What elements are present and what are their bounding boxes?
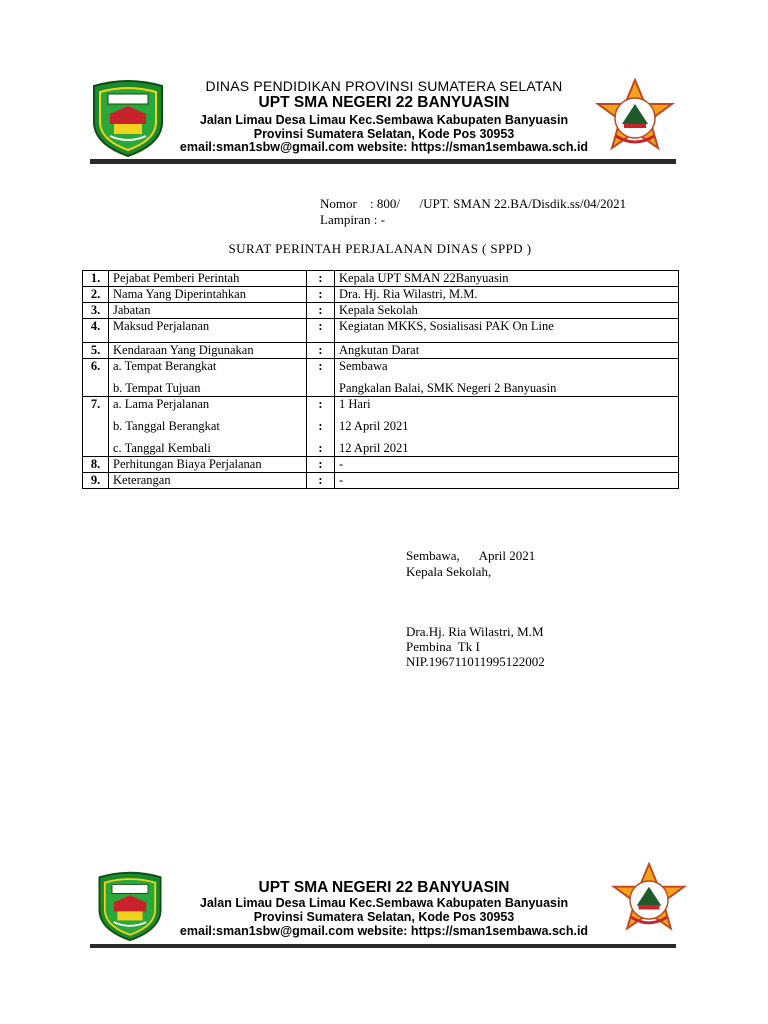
- row-label: Kendaraan Yang Digunakan: [109, 343, 307, 359]
- table-row: [83, 343, 679, 359]
- row-value: 1 Hari: [339, 397, 371, 411]
- table-row: [83, 287, 679, 303]
- school-province: Provinsi Sumatera Selatan, Kode Pos 30953: [253, 127, 515, 141]
- row-number: 7.: [83, 397, 109, 457]
- table-row: [83, 473, 679, 489]
- school-name: UPT SMA NEGERI 22 BANYUASIN: [258, 94, 510, 111]
- row-number: 2.: [83, 287, 109, 303]
- row-colon: :: [307, 457, 335, 473]
- row-colon: :: [307, 303, 335, 319]
- table-row: [83, 397, 679, 457]
- row-colon: :: [307, 287, 335, 303]
- row-colon: :: [307, 473, 335, 489]
- row-number: 1.: [83, 271, 109, 287]
- row-label: Keterangan: [109, 473, 307, 489]
- row-label: a. Lama Perjalanan: [113, 397, 210, 411]
- nomor-label: Nomor: [320, 196, 357, 211]
- row-value: Angkutan Darat: [335, 343, 679, 359]
- row-label: Nama Yang Diperintahkan: [109, 287, 307, 303]
- row-value: Pangkalan Balai, SMK Negeri 2 Banyuasin: [339, 381, 557, 395]
- row-colon: :: [307, 319, 335, 343]
- table-row: [83, 271, 679, 287]
- row-label: a. Tempat Berangkat: [113, 359, 217, 373]
- header-divider: [90, 159, 676, 164]
- row-number: 6.: [83, 359, 109, 397]
- school-contact: email:sman1sbw@gmail.com website: https://sman1sembawa.sch.id: [179, 140, 589, 154]
- row-number: 4.: [83, 319, 109, 343]
- school-address: Jalan Limau Desa Limau Kec.Sembawa Kabupaten Banyuasin: [199, 113, 569, 127]
- row-value: Kegiatan MKKS, Sosialisasi PAK On Line: [335, 319, 679, 343]
- footer-province: Provinsi Sumatera Selatan, Kode Pos 30953: [253, 910, 515, 924]
- school-emblem-icon: [610, 862, 688, 938]
- row-value: 12 April 2021: [339, 419, 409, 433]
- table-row: [83, 457, 679, 473]
- row-value: Dra. Hj. Ria Wilastri, M.M.: [335, 287, 679, 303]
- footer-school-name: UPT SMA NEGERI 22 BANYUASIN: [258, 879, 510, 896]
- nomor-line: [320, 196, 626, 212]
- signature-position: Kepala Sekolah,: [406, 564, 492, 579]
- row-number: 3.: [83, 303, 109, 319]
- row-label: b. Tempat Tujuan: [113, 381, 201, 395]
- row-colon: :: [318, 441, 323, 455]
- row-number: 5.: [83, 343, 109, 359]
- row-number: 8.: [83, 457, 109, 473]
- row-label: Jabatan: [109, 303, 307, 319]
- footer-address: Jalan Limau Desa Limau Kec.Sembawa Kabupaten Banyuasin: [199, 896, 569, 910]
- row-value: Sembawa: [339, 359, 388, 373]
- table-row: [83, 303, 679, 319]
- row-value: -: [335, 457, 679, 473]
- nomor-value: : 800/ /UPT. SMAN 22.BA/Disdik.ss/04/2021: [370, 196, 627, 211]
- table-row: [83, 359, 679, 397]
- row-value: -: [335, 473, 679, 489]
- agency-name: DINAS PENDIDIKAN PROVINSI SUMATERA SELATAN: [205, 78, 563, 94]
- row-value: 12 April 2021: [339, 441, 409, 455]
- lampiran-line: Lampiran : -: [320, 212, 385, 227]
- row-colon: :: [307, 359, 335, 397]
- row-value: Kepala Sekolah: [335, 303, 679, 319]
- row-label: Pejabat Pemberi Perintah: [109, 271, 307, 287]
- row-colon: :: [307, 271, 335, 287]
- row-label: b. Tanggal Berangkat: [113, 419, 220, 433]
- sppd-table: [82, 270, 679, 489]
- row-colon: :: [318, 419, 323, 433]
- document-title: SURAT PERINTAH PERJALANAN DINAS ( SPPD ): [228, 241, 532, 256]
- row-number: 9.: [83, 473, 109, 489]
- row-label: c. Tanggal Kembali: [113, 441, 211, 455]
- row-colon: :: [318, 397, 323, 411]
- table-row: [83, 319, 679, 343]
- signatory-rank: Pembina Tk I: [406, 639, 480, 654]
- footer-contact: email:sman1sbw@gmail.com website: https://sman1sembawa.sch.id: [179, 924, 589, 938]
- footer-divider: [90, 944, 676, 948]
- row-label: Perhitungan Biaya Perjalanan: [109, 457, 307, 473]
- signature-place-date: Sembawa, April 2021: [406, 548, 536, 563]
- signatory-name: Dra.Hj. Ria Wilastri, M.M: [406, 624, 544, 639]
- row-value: Kepala UPT SMAN 22Banyuasin: [335, 271, 679, 287]
- row-colon: :: [307, 343, 335, 359]
- row-label: Maksud Perjalanan: [109, 319, 307, 343]
- signatory-nip: NIP.196711011995122002: [406, 654, 545, 669]
